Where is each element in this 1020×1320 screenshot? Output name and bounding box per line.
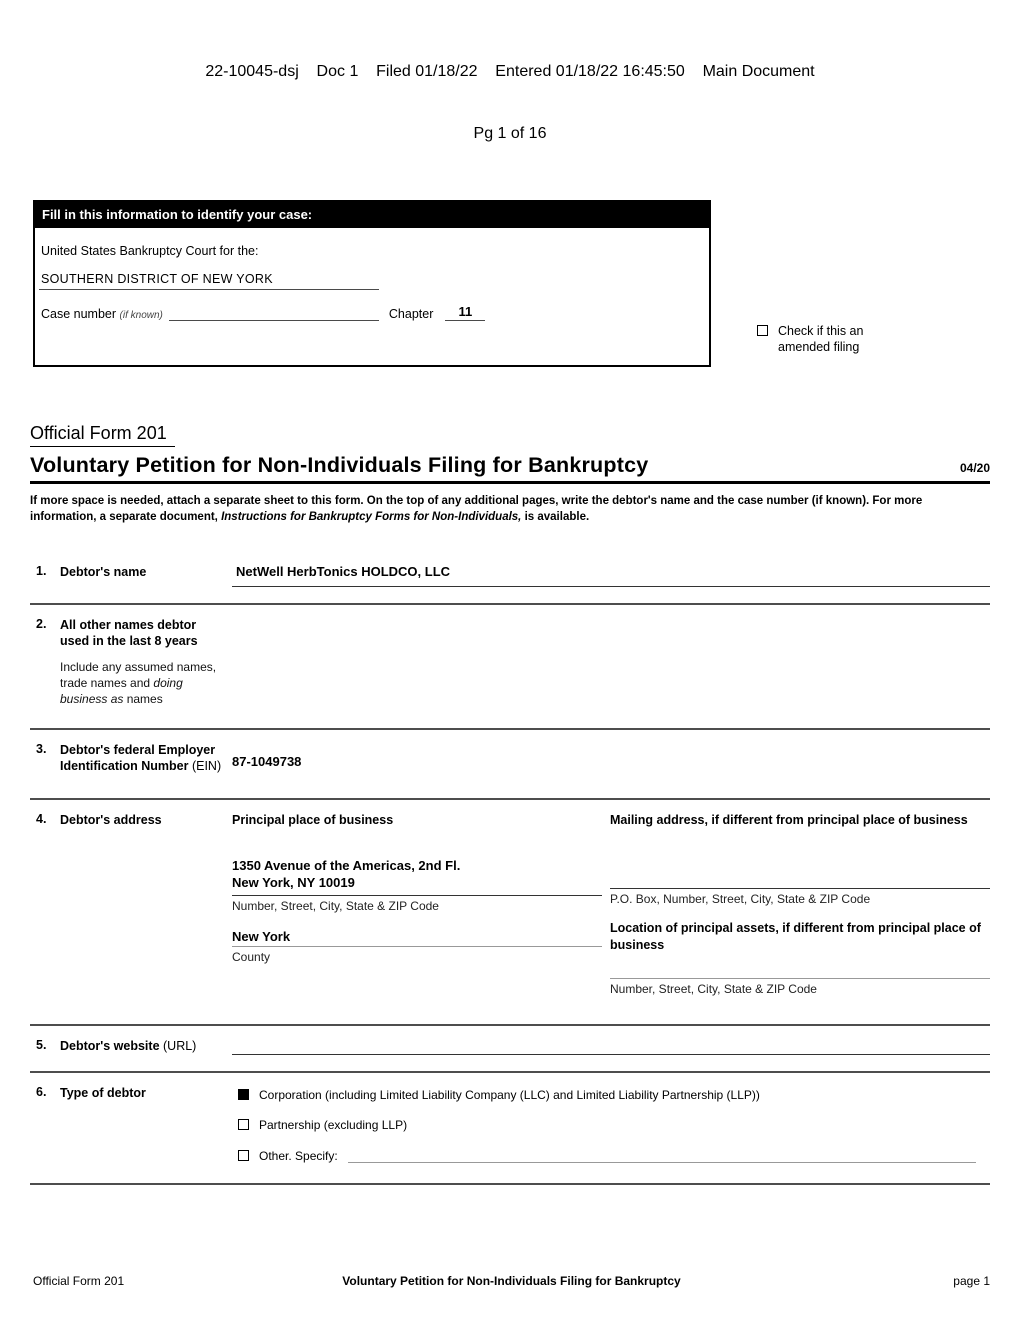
amended-filing-checkbox [757,325,768,336]
intro-text-1: If more space is needed, attach a separate sheet to this form. On the top of any additional pages, write the debtor's name and the case number (if known). For more information, a separate document, [30,495,923,524]
intro-text-italic: Instructions for Bankruptcy Forms for Non-Individuals, [221,511,522,524]
case-number-field [169,305,379,321]
item-content [232,812,990,996]
partnership-checkbox [238,1119,249,1130]
item-address [30,800,990,1026]
county-caption: County [232,950,271,965]
item-label [60,742,232,775]
other-label: Other. Specify: [259,1149,338,1164]
county-value: New York [232,929,602,947]
case-number-hint: (if known) [119,310,163,322]
principal-address-value [232,858,602,896]
item-website [30,1026,990,1073]
address-caption: Number, Street, City, State & ZIP Code [232,899,439,914]
footer-form-title: Voluntary Petition for Non-Individuals Filing for Bankruptcy [342,1274,681,1288]
mailing-address-header: Mailing address, if different from principal place of business [610,813,968,828]
form-version: 04/20 [959,461,990,476]
case-number-label: Case number (if known) [41,307,163,322]
chapter-label: Chapter [388,307,434,322]
case-box-header: Fill in this information to identify your case: [35,202,709,228]
item-content [232,1038,990,1055]
item-number: 6. [36,1084,47,1099]
partnership-label: Partnership (excluding LLP) [259,1118,408,1133]
amended-filing [757,324,878,355]
item-content [232,742,990,775]
amended-filing-label: Check if this an amended filing [778,324,864,354]
address-line2: New York, NY 10019 [232,875,355,891]
item-content [232,564,990,587]
principal-assets-caption: Number, Street, City, State & ZIP Code [610,981,817,996]
case-identification-row [33,200,1020,367]
chapter-value: 11 [445,304,485,321]
item-label: Type of debtor [60,1085,146,1100]
item-other-names [30,605,990,730]
item-label [60,1038,232,1055]
item-number: 1. [36,563,47,578]
mailing-address-column [610,812,990,996]
form-title: Voluntary Petition for Non-Individuals Filing for Bankruptcy [30,453,649,478]
case-identification-box [33,200,711,367]
item-label: Debtor's address [60,813,162,828]
address-line1: 1350 Avenue of the Americas, 2nd Fl. [232,858,461,874]
item-content [232,1085,990,1167]
footer-page-number: page 1 [953,1274,990,1288]
website-label: Debtor's website [60,1038,160,1053]
address-columns [232,812,990,996]
other-names-note: Include any assumed names, trade names and doing business as names [60,660,217,707]
other-checkbox [238,1150,249,1161]
other-names-label: All other names debtor used in the last 8 years [60,617,198,648]
case-box-body [35,244,709,365]
district-value: SOUTHERN DISTRICT OF NEW YORK [39,272,379,290]
filing-header-line1: 22-10045-dsj Doc 1 Filed 01/18/22 Entered 01/18/22 16:45:50 Main Document [205,62,815,80]
page-footer [33,1274,990,1288]
ein-label: Debtor's federal Employer Identification Number [60,742,216,773]
item-type-of-debtor [30,1073,990,1185]
item-number: 4. [36,812,47,827]
option-other [238,1149,990,1165]
principal-place-header: Principal place of business [232,813,394,828]
court-filing-header [0,0,1020,186]
item-label: Debtor's name [60,564,147,579]
mailing-address-field [610,875,990,889]
item-number: 3. [36,741,47,756]
intro-text-2: is available. [521,511,590,524]
mailing-address-caption: P.O. Box, Number, Street, City, State & ZIP Code [610,892,871,907]
principal-assets-field [610,967,990,979]
principal-place-column [232,812,602,996]
filing-header-line2: Pg 1 of 16 [473,124,547,142]
item-label [60,617,232,708]
item-number: 2. [36,616,47,631]
ein-value: 87-1049738 [232,753,302,769]
item-number: 5. [36,1037,47,1052]
corporation-checkbox [238,1089,249,1100]
form-title-row [30,453,990,478]
ein-label-suffix: (EIN) [188,758,222,773]
other-specify-field [348,1149,976,1163]
form-number: Official Form 201 [30,423,175,447]
item-content [232,617,990,708]
debtor-name-value: NetWell HerbTonics HOLDCO, LLC [232,564,990,587]
footer-form-number: Official Form 201 [33,1274,125,1288]
option-partnership [238,1118,990,1134]
option-corporation [238,1088,990,1104]
form-intro [30,493,990,525]
website-field [232,1040,990,1055]
website-label-suffix: (URL) [159,1038,197,1053]
title-rule [30,481,990,484]
court-label: United States Bankruptcy Court for the: [41,244,259,259]
item-ein [30,730,990,801]
form-items [30,552,990,1185]
principal-assets-header: Location of principal assets, if different from principal place of business [610,921,981,952]
case-number-row [39,304,699,321]
item-debtor-name [30,552,990,605]
corporation-label: Corporation (including Limited Liability Company (LLC) and Limited Liability Partnership (LLP)) [259,1087,760,1102]
